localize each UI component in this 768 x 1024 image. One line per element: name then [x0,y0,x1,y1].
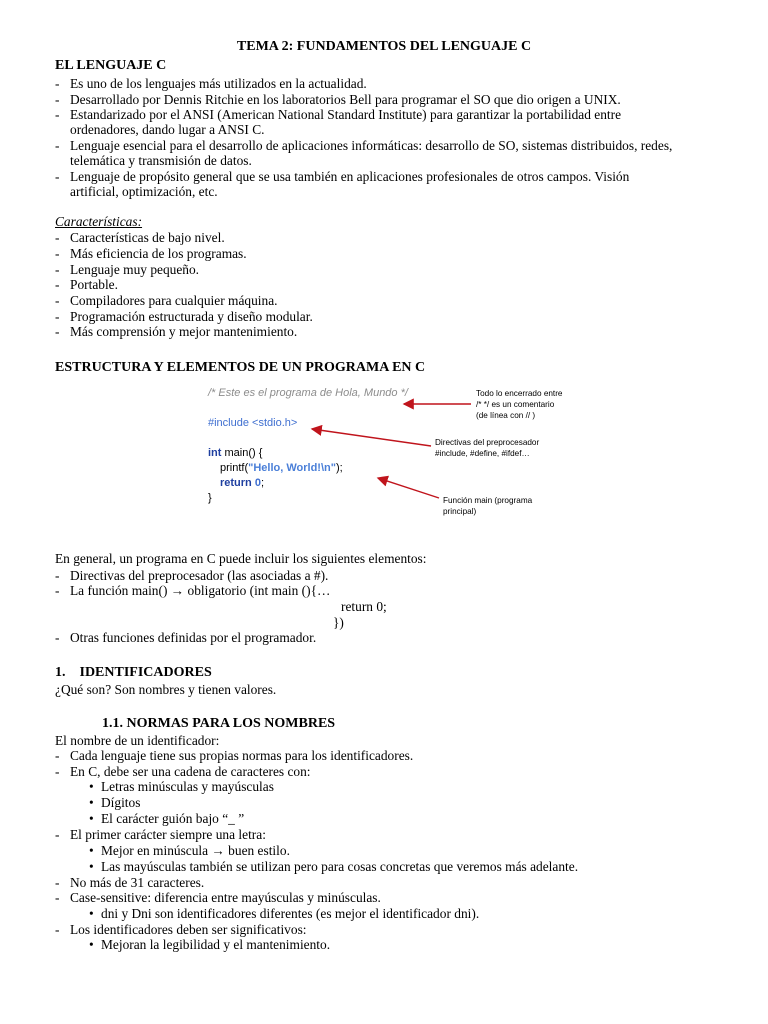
list-item-text: No más de 31 caracteres. [70,875,205,890]
bullet-item-text: Las mayúsculas también se utilizan pero para cosas concretas que veremos más adelante. [101,859,579,874]
list-item: - [55,107,60,122]
note-directive-line: #include, #define, #ifdef… [435,449,530,458]
note-main-line: Función main (programa [443,496,533,505]
list-item: - [55,764,60,779]
bullet-item: • [89,937,94,952]
subheading-caracteristicas: Características: [55,214,143,229]
list-item: - [55,922,60,937]
list-item-text: Case-sensitive: diferencia entre mayúsculas y minúsculas. [70,890,381,905]
list-item: - [55,76,60,91]
list-item-text: Programación estructurada y diseño modular. [70,309,313,324]
arrow-to-main-body [378,478,439,498]
code-include: #include <stdio.h> [208,417,298,429]
list-item-text: Lenguaje muy pequeño. [70,262,200,277]
list-item-text: ordenadores, dando lugar a ANSI C. [70,122,265,137]
bullet-item-text: Mejor en minúscula → buen estilo. [101,843,290,858]
paragraph-nombre: El nombre de un identificador: [55,733,220,748]
list-item-text: Directivas del preprocesador (las asociadas a #). [70,568,329,583]
paragraph-elementos: En general, un programa en C puede incluir los siguientes elementos: [55,551,427,566]
list-item-text: En C, debe ser una cadena de caracteres con: [70,764,311,779]
list-item-text: Cada lenguaje tiene sus propias normas para los identificadores. [70,748,414,763]
main-continuation: return 0; [341,599,387,614]
section-heading-identificadores: 1. IDENTIFICADORES [55,665,212,680]
list-item-text: Compiladores para cualquier máquina. [70,293,278,308]
list-item-text: El primer carácter siempre una letra: [70,827,266,842]
bullet-item-text: dni y Dni son identificadores diferentes (es mejor el identificador dni). [101,906,480,921]
list-item-text: Los identificadores deben ser significativos: [70,922,307,937]
note-main-line: principal) [443,507,477,516]
list-item: - [55,277,60,292]
list-item: - [55,169,60,184]
list-item-text: Desarrollado por Dennis Ritchie en los laboratorios Bell para programar el SO que dio origen a UNIX. [70,92,621,107]
note-comment-line: (de línea con // ) [476,411,536,420]
list-item: - [55,875,60,890]
list-item: - [55,568,60,583]
list-item-text: Es uno de los lenguajes más utilizados en la actualidad. [70,76,367,91]
list-item: - [55,630,60,645]
code-comment: /* Este es el programa de Hola, Mundo */ [208,387,408,399]
list-item-text: telemática y transmisión de datos. [70,153,252,168]
list-item-text: Lenguaje de propósito general que se usa también en aplicaciones profesionales de otros campos. Visión [70,169,630,184]
code-main-signature: int main() { [208,447,263,459]
bullet-item: • [89,811,94,826]
list-item: - [55,262,60,277]
list-item: - [55,827,60,842]
bullet-item: • [89,843,94,858]
list-item-text: Estandarizado por el ANSI (American National Standard Institute) para garantizar la portabilidad entre [70,107,622,122]
note-comment-line: Todo lo encerrado entre [476,389,563,398]
list-item: - [55,246,60,261]
list-item: - [55,748,60,763]
paragraph-que-son: ¿Qué son? Son nombres y tienen valores. [55,682,277,697]
list-item: - [55,92,60,107]
note-comment-line: /* */ es un comentario [476,400,555,409]
section-heading-el-lenguaje-c: EL LENGUAJE C [55,58,167,73]
list-item: - [55,293,60,308]
section-heading-normas: 1.1. NORMAS PARA LOS NOMBRES [102,716,336,731]
bullet-item: • [89,779,94,794]
bullet-item: • [89,859,94,874]
code-return: return 0; [220,477,265,489]
list-item: - [55,138,60,153]
list-item: - [55,230,60,245]
code-close-brace: } [208,492,212,504]
list-item: - [55,324,60,339]
list-item: - [55,890,60,905]
list-item-text: artificial, optimización, etc. [70,184,218,199]
page-title: TEMA 2: FUNDAMENTOS DEL LENGUAJE C [236,39,532,54]
list-item-text: Más comprensión y mejor mantenimiento. [70,324,298,339]
list-item: - [55,583,60,598]
bullet-item-text: El carácter guión bajo “_ ” [101,811,245,826]
list-item: - [55,309,60,324]
bullet-item-text: Letras minúsculas y mayúsculas [101,779,274,794]
list-item-text: Portable. [70,277,118,292]
bullet-item-text: Dígitos [101,795,141,810]
bullet-item-text: Mejoran la legibilidad y el mantenimiento. [101,937,331,952]
arrow-to-include [312,429,431,446]
code-printf: printf("Hello, World!\n"); [220,462,343,474]
list-item-text: Otras funciones definidas por el programador. [70,630,317,645]
note-directive-line: Directivas del preprocesador [435,438,540,447]
bullet-item: • [89,795,94,810]
bullet-item: • [89,906,94,921]
main-continuation: }) [333,615,344,630]
list-item-text: Lenguaje esencial para el desarrollo de aplicaciones informáticas: desarrollo de SO, sistemas distribuidos, redes, [70,138,673,153]
list-item-text: Características de bajo nivel. [70,230,225,245]
list-item-text: Más eficiencia de los programas. [70,246,247,261]
section-heading-estructura: ESTRUCTURA Y ELEMENTOS DE UN PROGRAMA EN C [55,360,426,375]
list-item-text: La función main() → obligatorio (int main (){… [70,583,331,598]
